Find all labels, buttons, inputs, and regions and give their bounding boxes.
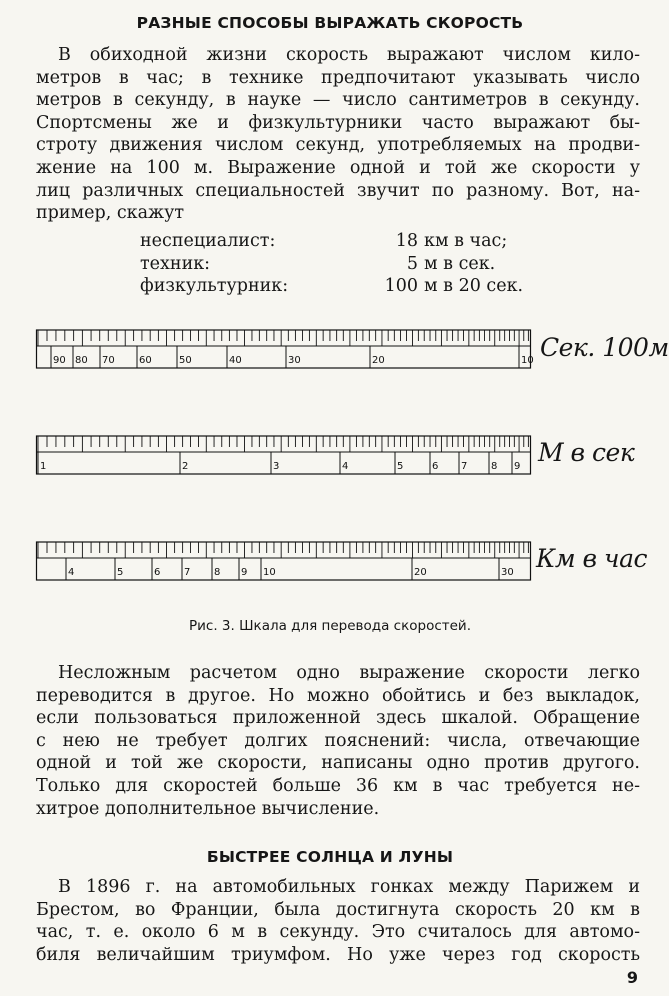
scale-tick-label: 20 <box>414 567 427 578</box>
paragraph-car-race <box>36 876 640 966</box>
text-line: переводится в другое. Но можно обойтись и без выкладок, <box>36 685 640 706</box>
text-line: В обиходной жизни скорость выражают числом кило- <box>58 45 640 65</box>
text-line: с нею не требует долгих пояснений: числа, отвечающие <box>36 730 640 751</box>
text-line: Только для скоростей больше 36 км в час требуется не- <box>36 775 640 796</box>
scale-tick-label: 2 <box>182 461 189 472</box>
scale-tick-label: 5 <box>117 567 124 578</box>
scale-tick-label: 40 <box>229 355 242 366</box>
scale-tick-label: 30 <box>288 355 301 366</box>
scale-tick-label: 30 <box>501 567 514 578</box>
text-line: жение на 100 м. Выражение одной и той же скорости у <box>36 157 640 178</box>
scale-minor-ticks <box>38 436 528 452</box>
scale-tick-label: 9 <box>514 461 521 472</box>
scale-tick-label: 6 <box>154 567 161 578</box>
example-person: неспециалист: <box>140 231 276 251</box>
scale-frame <box>37 542 531 580</box>
example-unit: км в час; <box>424 231 508 251</box>
scale-seconds-100m <box>36 328 534 374</box>
text-line: метров в час; в технике предпочитают указывать число <box>36 67 640 88</box>
text-line: час, т. е. около 6 м в секунду. Это считалось для автомо- <box>36 922 640 943</box>
scale-label-seconds: Сек. 100м <box>540 333 669 362</box>
text-line: метров в секунду, в науке — число сантиметров в секунду. <box>36 90 640 111</box>
scale-tick-label: 7 <box>461 461 468 472</box>
scale-tick-label: 10 <box>521 355 534 366</box>
example-number: 18 <box>395 231 418 251</box>
scale-meters-per-second <box>36 434 531 480</box>
scale-tick-label: 7 <box>184 567 191 578</box>
text-line: пример, скажут <box>36 203 185 224</box>
text-line: Брестом, во Франции, была достигнута скорость 20 км в <box>36 899 640 920</box>
text-line: если пользоваться приложенной здесь шкалой. Обращение <box>36 708 640 729</box>
scale-minor-ticks <box>38 330 528 346</box>
scale-tick-label: 1 <box>40 461 47 472</box>
figure-caption: Рис. 3. Шкала для перевода скоростей. <box>189 618 471 634</box>
example-number: 5 <box>406 253 418 274</box>
scale-tick-label: 3 <box>273 461 280 472</box>
scale-label-kmh: Км в час <box>536 544 647 573</box>
scale-frame <box>37 436 531 474</box>
scale-tick-label: 60 <box>139 355 152 366</box>
text-line: хитрое дополнительное вычисление. <box>36 798 380 819</box>
scale-tick-label: 8 <box>214 567 221 578</box>
scale-tick-label: 90 <box>53 355 66 366</box>
text-line: лиц различных специальностей звучит по разному. Вот, на- <box>36 180 640 201</box>
scale-tick-label: 9 <box>241 567 248 578</box>
scale-tick-label: 80 <box>75 355 88 366</box>
scale-tick-label: 4 <box>68 567 75 578</box>
scale-label-mps: М в сек <box>538 438 635 467</box>
example-unit: м в сек. <box>424 253 496 274</box>
text-line: Спортсмены же и физкультурники часто выражают бы- <box>36 112 640 133</box>
paragraph-scale-usage <box>36 662 640 820</box>
scale-tick-label: 8 <box>491 461 498 472</box>
text-line: Несложным расчетом одно выражение скорости легко <box>58 663 640 683</box>
scale-tick-label: 5 <box>397 461 404 472</box>
scale-tick-label: 6 <box>432 461 439 472</box>
scale-tick-label: 10 <box>263 567 276 578</box>
example-person: техник: <box>140 253 211 274</box>
example-person: физкультурник: <box>140 276 289 297</box>
scale-tick-label: 70 <box>102 355 115 366</box>
page-number: 9 <box>626 968 638 987</box>
scale-tick-label: 20 <box>372 355 385 366</box>
section-title-faster-than-sun: БЫСТРЕЕ СОЛНЦА И ЛУНЫ <box>206 848 454 866</box>
text-line: одной и той же скорости, написаны одно против другого. <box>36 753 640 774</box>
example-number: 100 <box>384 276 418 297</box>
section-title-speed-expressions: РАЗНЫЕ СПОСОБЫ ВЫРАЖАТЬ СКОРОСТЬ <box>136 14 524 32</box>
example-unit: м в 20 сек. <box>424 276 524 297</box>
scale-km-per-hour <box>36 540 531 586</box>
scale-tick-label: 50 <box>179 355 192 366</box>
paragraph-intro <box>36 44 640 225</box>
text-line: В 1896 г. на автомобильных гонках между Парижем и <box>58 877 640 897</box>
scale-tick-label: 4 <box>342 461 349 472</box>
text-line: биля величайшим триумфом. Но уже через год скорость <box>36 944 640 965</box>
text-line: строту движения числом секунд, употребляемых на продви- <box>36 135 640 156</box>
scale-minor-ticks <box>38 542 528 558</box>
